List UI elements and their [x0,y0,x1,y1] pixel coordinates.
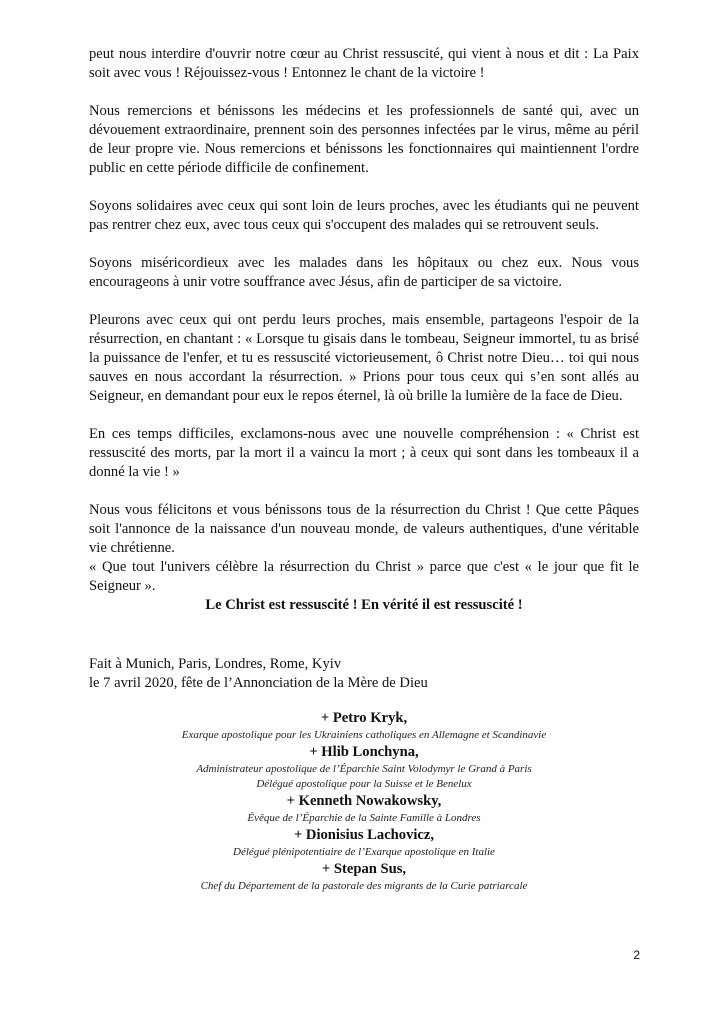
signatory-title: Évêque de l’Éparchie de la Sainte Famille à Londres [247,812,481,824]
page-number: 2 [633,948,640,962]
paragraph: peut nous interdire d'ouvrir notre cœur au Christ ressuscité, qui vient à nous et dit : La Paix soit avec vous ! Réjouissez-vous ! Entonnez le chant de la victoire ! [89,46,639,81]
paragraph: Nous vous félicitons et vous bénissons tous de la résurrection du Christ ! Que cette Pâques soit l'annonce de la naissance d'un nouveau monde, de valeurs authentiques, d'une véritable vie chrétienne. [89,502,639,556]
letter-body [89,45,639,634]
easter-proclamation: Le Christ est ressuscité ! En vérité il est ressuscité ! [205,597,523,613]
signatory-title: Délégué apostolique pour la Suisse et le Benelux [256,778,472,790]
signatory-name: + Stepan Sus, [321,861,407,877]
signatory [89,792,639,826]
place-and-date [89,655,639,693]
signatory-title: Chef du Département de la pastorale des migrants de la Curie patriarcale [200,880,528,892]
signatory-name: + Kenneth Nowakowsky, [286,793,442,809]
date-line: le 7 avril 2020, fête de l’Annonciation de la Mère de Dieu [89,675,428,691]
signatory [89,860,639,894]
signatory-name: + Petro Kryk, [320,710,408,726]
paragraph: Pleurons avec ceux qui ont perdu leurs proches, mais ensemble, partageons l'espoir de la résurrection, en chantant : « Lorsque tu gisais dans le tombeau, Seigneur immortel, tu as brisé la puissance de l'enfer, et tu es ressuscité victorieusement, ô Christ notre Dieu… toi qui nous sauves en nous accordant la résurrection. » Prions pour tous ceux qui s’en sont allés au Seigneur, en demandant pour eux le repos éternel, là où brille la lumière de la face de Dieu. [89,312,639,404]
paragraph: Nous remercions et bénissons les médecins et les professionnels de santé qui, avec un dévouement extraordinaire, prennent soin des personnes infectées par le virus, même au péril de leur propre vie. Nous remercions et bénissons les fonctionnaires qui maintiennent l'ordre public en cette période difficile de confinement. [89,103,639,176]
signatory [89,709,639,743]
place-line: Fait à Munich, Paris, Londres, Rome, Kyiv [89,656,342,672]
paragraph: En ces temps difficiles, exclamons-nous avec une nouvelle compréhension : « Christ est ressuscité des morts, par la mort il a vaincu la mort ; à ceux qui sont dans les tombeaux il a donné la vie ! » [89,426,639,480]
signatory-title: Délégué plénipotentiaire de l’Exarque apostolique en Italie [233,846,495,858]
paragraph: Soyons solidaires avec ceux qui sont loin de leurs proches, avec les étudiants qui ne peuvent pas rentrer chez eux, avec tous ceux qui s'occupent des malades qui se retrouvent seuls. [89,198,639,233]
signatory-name: + Dionisius Lachovicz, [293,827,435,843]
paragraph: Soyons miséricordieux avec les malades dans les hôpitaux ou chez eux. Nous vous encourageons à unir votre souffrance avec Jésus, afin de participer de sa victoire. [89,255,639,290]
signatory-title: Administrateur apostolique de l’Éparchie Saint Volodymyr le Grand à Paris [196,763,532,775]
signatory [89,826,639,860]
paragraph: « Que tout l'univers célèbre la résurrection du Christ » parce que c'est « le jour que fit le Seigneur ». [89,559,639,594]
signature-block [89,709,639,894]
signatory [89,743,639,792]
signatory-name: + Hlib Lonchyna, [309,744,419,760]
signatory-title: Exarque apostolique pour les Ukrainiens catholiques en Allemagne et Scandinavie [181,729,547,741]
